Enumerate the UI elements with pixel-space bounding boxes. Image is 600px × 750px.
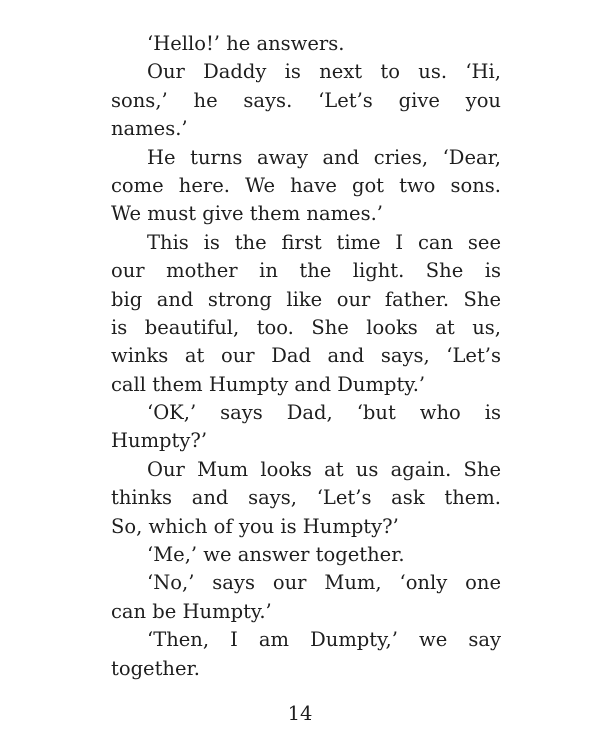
paragraph: [111, 399, 501, 456]
text-line: He turns away and cries, ‘Dear,: [147, 145, 501, 169]
story-text: [111, 30, 501, 683]
paragraph: [111, 541, 501, 569]
text-line: Our Daddy is next to us. ‘Hi,: [147, 60, 501, 84]
text-line: names.’: [111, 117, 188, 141]
paragraph: [111, 58, 501, 143]
page-number: 14: [287, 702, 313, 725]
text-line: call them Humpty and Dumpty.’: [111, 372, 426, 396]
paragraph: [111, 144, 501, 229]
paragraph: [111, 229, 501, 399]
text-line: big and strong like our father. She: [111, 287, 501, 311]
text-line: Our Mum looks at us again. She: [147, 457, 501, 481]
text-line: ‘Me,’ we answer together.: [147, 543, 405, 567]
text-line: ‘OK,’ says Dad, ‘but who is: [147, 401, 501, 425]
text-line: We must give them names.’: [111, 202, 384, 226]
text-line: thinks and says, ‘Let’s ask them.: [111, 486, 501, 510]
paragraph: [111, 30, 501, 58]
text-line: can be Humpty.’: [111, 599, 272, 623]
text-line: come here. We have got two sons.: [111, 173, 501, 197]
text-line: is beautiful, too. She looks at us,: [111, 315, 501, 339]
paragraph: [111, 569, 501, 626]
text-line: together.: [111, 656, 200, 680]
paragraph: [111, 456, 501, 541]
text-line: our mother in the light. She is: [111, 259, 501, 283]
text-line: ‘No,’ says our Mum, ‘only one: [147, 571, 501, 595]
text-line: So, which of you is Humpty?’: [111, 514, 399, 538]
text-line: This is the first time I can see: [147, 230, 501, 254]
text-line: ‘Hello!’ he answers.: [147, 32, 345, 55]
text-line: ‘Then, I am Dumpty,’ we say: [147, 628, 501, 652]
text-line: winks at our Dad and says, ‘Let’s: [111, 344, 501, 368]
text-line: Humpty?’: [111, 429, 208, 453]
paragraph: [111, 626, 501, 683]
text-line: sons,’ he says. ‘Let’s give you: [111, 88, 501, 112]
